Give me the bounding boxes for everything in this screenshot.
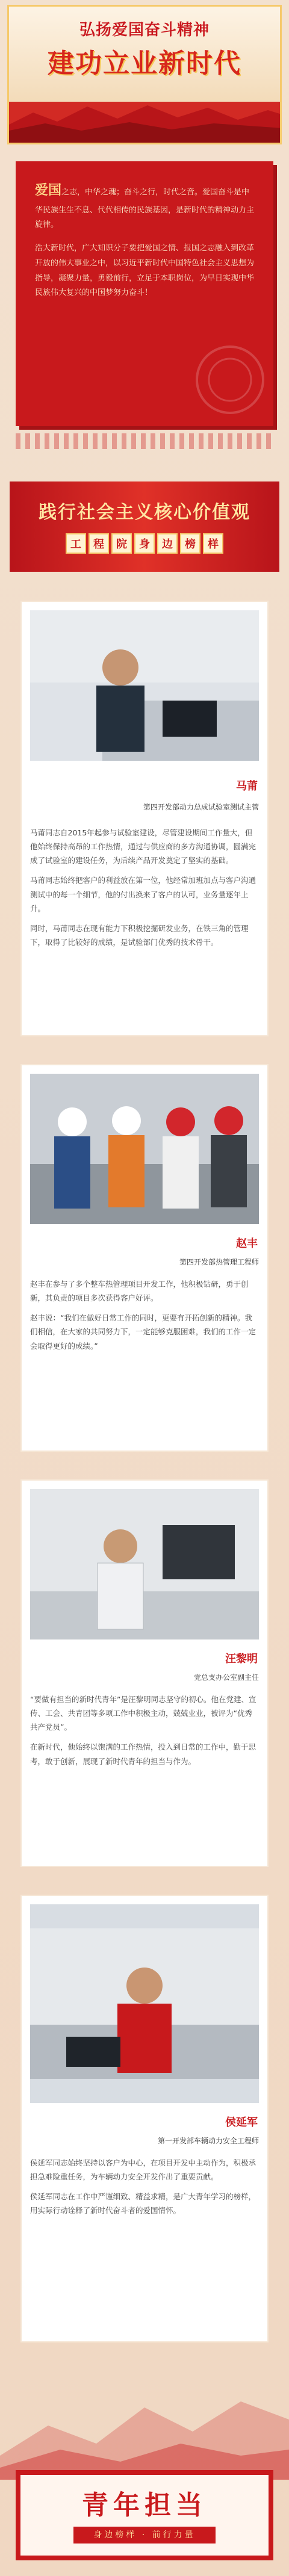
section-header <box>10 481 279 572</box>
intro-card <box>16 161 273 426</box>
intro-text <box>35 178 254 301</box>
intro-paragraph-1: 之志，中华之魂；奋斗之行，时代之音。爱国奋斗是中华民族生生不息、代代相传的民族基因，是新时代的精神动力主旋律。 <box>35 188 255 230</box>
section-tag: 院 <box>111 533 132 554</box>
bio-paragraph: 马莆同志始终把客户的利益放在第一位，他经常加班加点与客户沟通测试中的每一个细节，他的付出换来了客户的认可，业务量逐年上升。 <box>30 876 256 913</box>
section-tag: 边 <box>157 533 178 554</box>
profile-bio <box>30 2156 259 2218</box>
footer-banner <box>16 2470 273 2560</box>
bio-paragraph: 赵丰在参与了多个整车热管理项目开发工作，他积极钻研，勇于创新，其负责的项目多次获得客户好评。 <box>30 1280 249 1303</box>
profile-name: 侯延军 <box>225 2116 258 2129</box>
section-tag: 身 <box>134 533 155 554</box>
section-tag: 工 <box>66 533 86 554</box>
profile-role: 党总支办公室副主任 <box>193 1673 259 1682</box>
section-tag: 样 <box>203 533 223 554</box>
profile-role: 第四开发部动力总成试验室测试主管 <box>143 803 259 811</box>
section-tag: 程 <box>89 533 109 554</box>
bio-paragraph: 在新时代，他始终以饱满的工作热情，投入到日常的工作中，勤于思考，敢于创新，展现了新时代青年的担当与作为。 <box>30 1742 256 1766</box>
profile-role: 第一开发部车辆动力安全工程师 <box>157 2137 259 2145</box>
profile-card <box>22 602 267 1035</box>
section-tags <box>10 533 279 554</box>
section-title: 践行社会主义核心价值观 <box>39 502 250 523</box>
great-wall-illustration <box>9 88 282 143</box>
profile-card <box>22 1065 267 1451</box>
intro-paragraph-2: 浩大新时代，广大知识分子要把爱国之情、报国之志融入到改革开放的伟大事业之中，以习近平新时代中国特色社会主义思想为指导，凝聚力量，勇毅前行，立足于本职岗位，为早日实现中华民族伟大复兴的中国梦努力奋斗！ <box>35 244 255 298</box>
seal-decoration <box>194 341 266 419</box>
banner-headline: 建功立业新时代 <box>48 48 241 79</box>
profile-name: 赵丰 <box>236 1237 258 1250</box>
great-wall-decoration <box>0 2335 289 2480</box>
intro-lead-word: 爱国 <box>35 183 62 198</box>
footer-title: 青年担当 <box>82 2490 207 2521</box>
bio-paragraph: 马莆同志自2015年起参与试验室建设，尽管建设期间工作量大，但他始终保持高昂的工作热情，通过与供应商的多方沟通协调，圆满完成了试验室的建设任务，为后续产品开发奠定了坚实的基础。 <box>30 828 256 865</box>
profile-name: 汪黎明 <box>225 1653 258 1665</box>
section-ribbon <box>10 481 279 572</box>
profile-role: 第四开发部热管理工程师 <box>179 1258 259 1266</box>
profile-photo <box>30 610 259 761</box>
profile-bio <box>30 1692 259 1768</box>
profile-card <box>22 1896 267 2341</box>
bio-paragraph: 侯延军同志始终坚持以客户为中心，在项目开发中主动作为，积极承担急难险重任务，为车辆动力安全开发作出了重要贡献。 <box>30 2158 256 2182</box>
profile-photo <box>30 1074 259 1224</box>
bio-paragraph: 侯延军同志在工作中严谨细致、精益求精，是广大青年学习的榜样，用实际行动诠释了新时代奋斗者的爱国情怀。 <box>30 2192 256 2215</box>
bio-paragraph: “要做有担当的新时代青年”是汪黎明同志坚守的初心。他在党建、宣传、工会、共青团等多项工作中积极主动，兢兢业业，被评为“优秀共产党员”。 <box>30 1695 256 1732</box>
banner-subtitle: 弘扬爱国奋斗精神 <box>79 21 210 39</box>
profile-card <box>22 1481 267 1866</box>
section-tag: 榜 <box>180 533 200 554</box>
profile-photo <box>30 1904 259 2103</box>
bio-paragraph: 同时，马莆同志在现有能力下积极挖掘研发业务，在铁三角的管理下，取得了比较好的成绩，是试验部门优秀的技术骨干。 <box>30 923 249 947</box>
profile-bio <box>30 826 259 949</box>
profile-name: 马莆 <box>236 780 258 793</box>
footer-subtitle: 身边榜样 · 前行力量 <box>73 2527 216 2543</box>
profile-photo <box>30 1489 259 1639</box>
stripe-divider <box>16 433 273 449</box>
bio-paragraph: 赵丰说：“我们在做好日常工作的同时，更要有开拓创新的精神。我们相信，在大家的共同努力下，一定能够克服困难，我们的工作一定会取得更好的成绩。” <box>30 1313 256 1351</box>
profile-bio <box>30 1277 259 1353</box>
header-banner <box>7 5 282 144</box>
